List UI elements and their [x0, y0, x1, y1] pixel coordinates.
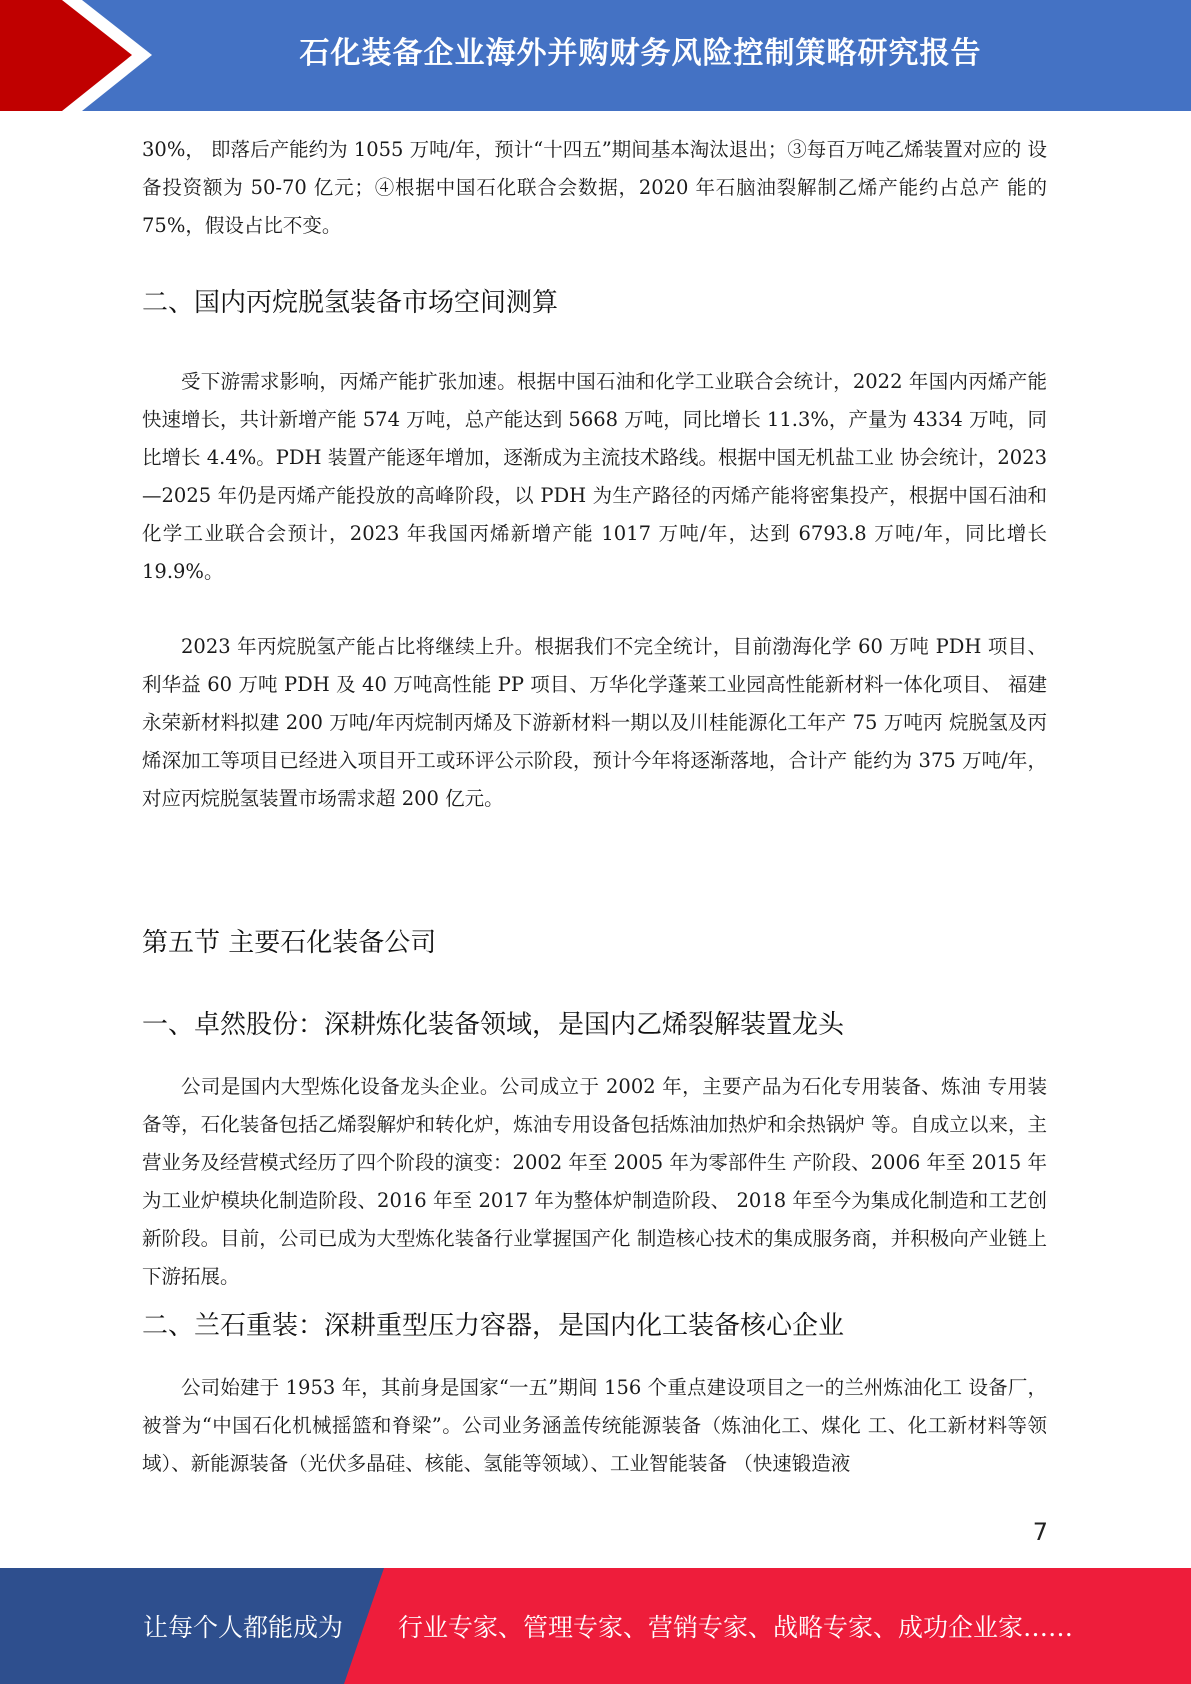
paragraph-pdh-share: 2023 年丙烷脱氢产能占比将继续上升。根据我们不完全统计，目前渤海化学 60 万吨 PDH 项目、利华益 60 万吨 PDH 及 40 万吨高性能 PP 项目、万华化学蓬莱工业园高性能新材料一体化项目、 福建永荣新材料拟建 200 万吨/年丙烷制丙烯及下游新材料一期以及川桂能源化工年产 75 万吨丙 烷脱氢及丙烯深加工等项目已经进入项目开工或环评公示阶段，预计今年将逐渐落地，合计产 能约为 375 万吨/年，对应丙烷脱氢装置市场需求超 200 亿元。	[142, 635, 1047, 810]
paragraph-lanshi: 公司始建于 1953 年，其前身是国家“一五”期间 156 个重点建设项目之一的兰州炼油化工 设备厂，被誉为“中国石化机械摇篮和脊梁”。公司业务涵盖传统能源装备（炼油化工、煤化 工、化工新材料等领域）、新能源装备（光伏多晶硅、核能、氢能等领域）、工业智能装备 （快速锻造液	[142, 1376, 1047, 1475]
paragraph-continuation: 30%， 即落后产能约为 1055 万吨/年，预计“十四五”期间基本淘汰退出；③每百万吨乙烯装置对应的 设备投资额为 50-70 亿元；④根据中国石化联合会数据，2020 年石脑油裂解制乙烯产能约占总产 能的 75%，假设占比不变。	[142, 138, 1047, 237]
page-footer	[0, 1568, 1191, 1684]
page-number: 7	[1032, 1518, 1048, 1546]
paragraph-zhuoran: 公司是国内大型炼化设备龙头企业。公司成立于 2002 年，主要产品为石化专用装备、炼油 专用装备等，石化装备包括乙烯裂解炉和转化炉，炼油专用设备包括炼油加热炉和余热锅炉 等。自成立以来，主营业务及经营模式经历了四个阶段的演变：2002 年至 2005 年为零部件生 产阶段、2006 年至 2015 年为工业炉模块化制造阶段、2016 年至 2017 年为整体炉制造阶段、 2018 年至今为集成化制造和工艺创新阶段。目前，公司已成为大型炼化装备行业掌握国产化 制造核心技术的集成服务商，并积极向产业链上下游拓展。	[142, 1075, 1047, 1288]
page-header	[0, 0, 1191, 111]
footer-slogan-left: 让每个人都能成为	[143, 1613, 344, 1642]
header-title: 石化装备企业海外并购财务风险控制策略研究报告	[299, 36, 982, 71]
heading-zhuoran: 一、卓然股份：深耕炼化装备领域，是国内乙烯裂解装置龙头	[142, 1010, 845, 1040]
heading-propane-market: 二、国内丙烷脱氢装备市场空间测算	[142, 288, 559, 318]
paragraph-propylene-capacity: 受下游需求影响，丙烯产能扩张加速。根据中国石油和化学工业联合会统计，2022 年国内丙烯产能快速增长，共计新增产能 574 万吨，总产能达到 5668 万吨，同比增长 11.3%，产量为 4334 万吨，同比增长 4.4%。PDH 装置产能逐年增加，逐渐成为主流技术路线。根据中国无机盐工业 协会统计，2023—2025 年仍是丙烯产能投放的高峰阶段，以 PDH 为生产路径的丙烯产能将密集投产，根据中国石油和化学工业联合会预计，2023 年我国丙烯新增产能 1017 万吨/年，达到 6793.8 万吨/年，同比增长 19.9%。	[142, 370, 1047, 583]
section-title: 第五节 主要石化装备公司	[142, 928, 437, 958]
document-body	[142, 131, 1047, 1483]
header-arrow-decoration	[0, 0, 160, 111]
heading-lanshi: 二、兰石重装：深耕重型压力容器，是国内化工装备核心企业	[142, 1311, 845, 1341]
footer-slogan-right: 行业专家、管理专家、营销专家、战略专家、成功企业家……	[398, 1613, 1074, 1642]
